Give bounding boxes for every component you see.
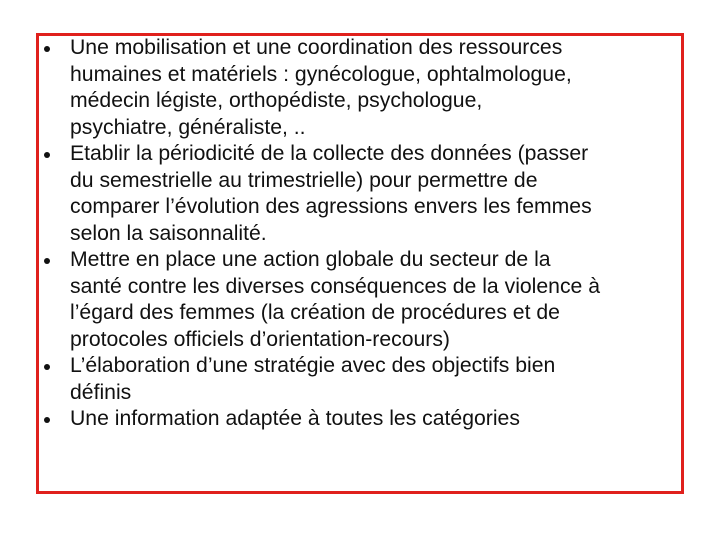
- bullet-item-2: [44, 141, 684, 247]
- bullet-dot-icon: [44, 152, 50, 158]
- bullet-text: [70, 353, 682, 406]
- bullet-dot-icon: [44, 364, 50, 370]
- bullet-text: [70, 247, 682, 353]
- bullet-text: [70, 406, 682, 433]
- bullet-text: [70, 141, 682, 247]
- bullet-line: humaines et matériels : gynécologue, ophtalmologue,: [70, 62, 572, 86]
- bullet-item-4: [44, 353, 684, 406]
- bullet-line: psychiatre, généraliste, ..: [70, 115, 306, 139]
- bullet-item-5: [44, 406, 684, 433]
- bullet-line: du semestrielle au trimestrielle) pour permettre de: [70, 168, 538, 192]
- bullet-line: Etablir la périodicité de la collecte des données (passer: [70, 142, 589, 165]
- bullet-item-3: [44, 247, 684, 353]
- bullet-line: Une information adaptée à toutes les catégories: [70, 407, 520, 430]
- bullet-line: L’élaboration d’une stratégie avec des objectifs bien: [70, 354, 556, 377]
- bullet-line: santé contre les diverses conséquences de la violence à: [70, 274, 601, 298]
- bullet-line: Mettre en place une action globale du secteur de la: [70, 248, 551, 271]
- bullet-text: [70, 35, 682, 141]
- bullet-line: selon la saisonnalité.: [70, 221, 267, 245]
- bullet-dot-icon: [44, 417, 50, 423]
- bullet-line: définis: [70, 380, 132, 404]
- bullet-line: l’égard des femmes (la création de procédures et de: [70, 301, 560, 324]
- bullet-item-1: [44, 35, 684, 141]
- bullet-dot-icon: [44, 258, 50, 264]
- bullet-dot-icon: [44, 46, 50, 52]
- bullet-line: Une mobilisation et une coordination des ressources: [70, 36, 563, 59]
- bullet-list: [44, 35, 684, 433]
- bullet-line: comparer l’évolution des agressions envers les femmes: [70, 195, 592, 218]
- bullet-line: protocoles officiels d’orientation-recours): [70, 327, 450, 351]
- bullet-line: médecin légiste, orthopédiste, psychologue,: [70, 89, 483, 112]
